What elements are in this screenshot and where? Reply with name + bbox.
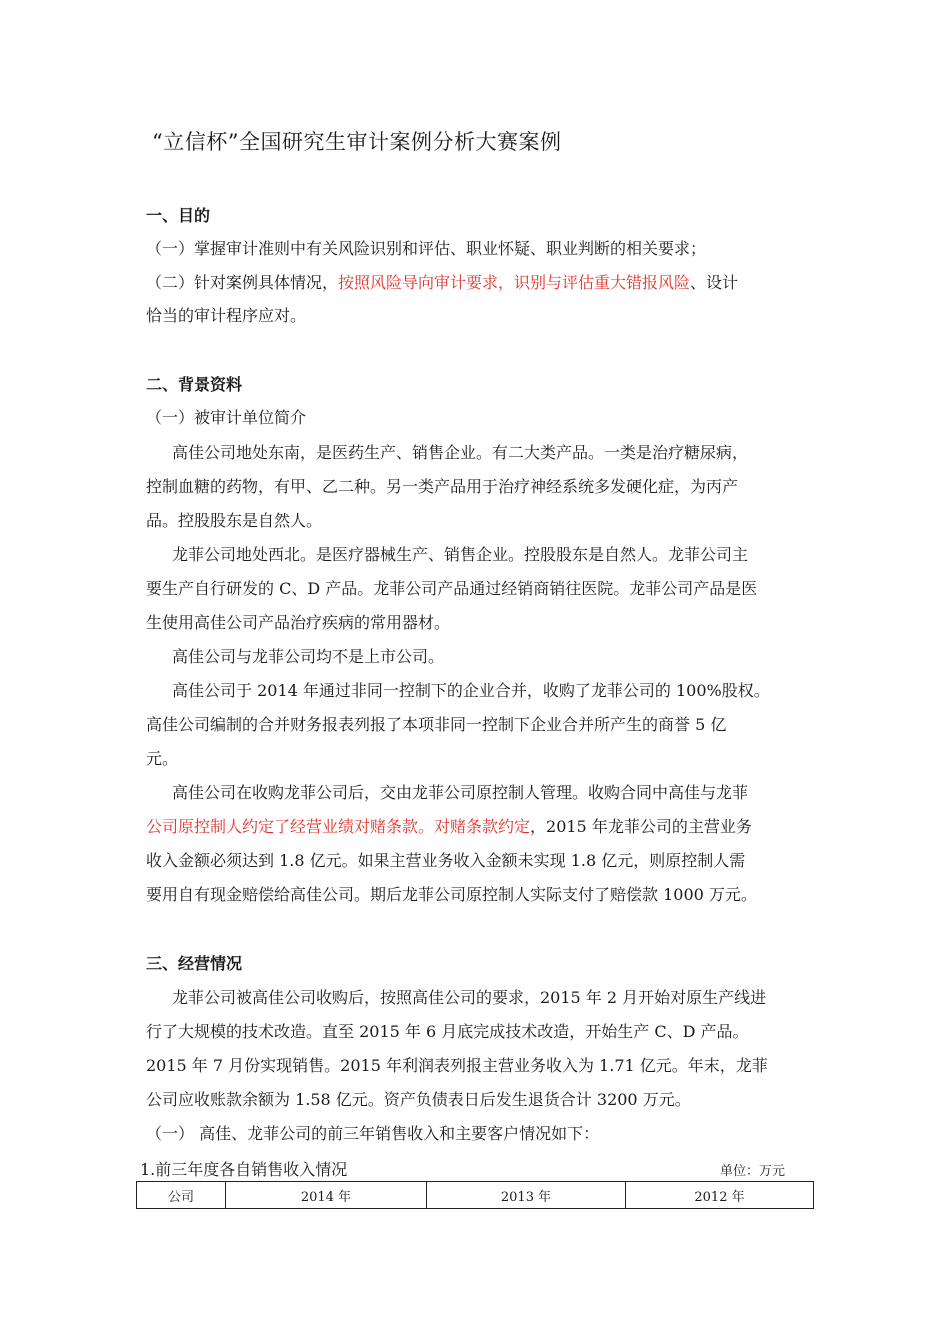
paragraph-line: 行了大规模的技术改造。直至 2015 年 6 月底完成技术改造，开始生产 C、D 产品。	[146, 1022, 749, 1041]
paragraph-line: 要生产自行研发的 C、D 产品。龙菲公司产品通过经销商销往医院。龙菲公司产品是医	[146, 579, 758, 598]
paragraph-line: 高佳公司在收购龙菲公司后，交由龙菲公司原控制人管理。收购合同中高佳与龙菲	[172, 783, 749, 802]
section-heading-operations: 三、经营情况	[146, 954, 243, 973]
sales-table	[136, 1181, 814, 1209]
text-run: （二）针对案例具体情况，	[146, 273, 339, 292]
paragraph-line: 生使用高佳公司产品治疗疾病的常用器材。	[146, 613, 451, 632]
highlighted-text: 公司原控制人约定了经营业绩对赌条款。对赌条款约定	[146, 817, 531, 836]
paragraph-line: 高佳公司地处东南，是医药生产、销售企业。有二大类产品。一类是治疗糖尿病，	[172, 443, 749, 462]
subheading: （一）被审计单位简介	[146, 408, 307, 427]
paragraph-line: 要用自有现金赔偿给高佳公司。期后龙菲公司原控制人实际支付了赔偿款 1000 万元。	[146, 885, 757, 904]
table-header-row	[137, 1182, 814, 1209]
section-heading-purpose: 一、目的	[146, 206, 211, 225]
paragraph-line	[146, 814, 752, 837]
paragraph-line: 2015 年 7 月份实现销售。2015 年利润表列报主营业务收入为 1.71 亿元。年末，龙菲	[146, 1056, 768, 1075]
paragraph-line: 高佳公司与龙菲公司均不是上市公司。	[172, 647, 445, 666]
paragraph-line: 高佳公司编制的合并财务报表列报了本项非同一控制下企业合并所产生的商誉 5 亿	[146, 715, 727, 734]
paragraph-line: 龙菲公司地处西北。是医疗器械生产、销售企业。控股股东是自然人。龙菲公司主	[172, 545, 749, 564]
paragraph-line: 龙菲公司被高佳公司收购后，按照高佳公司的要求，2015 年 2 月开始对原生产线进	[172, 988, 767, 1007]
paragraph-line: 高佳公司于 2014 年通过非同一控制下的企业合并，收购了龙菲公司的 100%股权。	[172, 681, 770, 700]
page-title: “立信杯”全国研究生审计案例分析大赛案例	[152, 130, 562, 154]
paragraph-line: 收入金额必须达到 1.8 亿元。如果主营业务收入金额未实现 1.8 亿元，则原控制人需	[146, 851, 746, 870]
section-heading-background: 二、背景资料	[146, 375, 243, 394]
subheading: （一） 高佳、龙菲公司的前三年销售收入和主要客户情况如下：	[146, 1124, 600, 1143]
paragraph-line: 控制血糖的药物，有甲、乙二种。另一类产品用于治疗神经系统多发硬化症，为丙产	[146, 477, 739, 496]
text-run: 、设计	[690, 273, 739, 292]
table-header-cell: 2013 年	[427, 1182, 626, 1209]
paragraph-line: 元。	[146, 749, 179, 768]
paragraph-line: （一）掌握审计准则中有关风险识别和评估、职业怀疑、职业判断的相关要求；	[146, 239, 707, 258]
paragraph-line: 品。控股股东是自然人。	[146, 511, 323, 530]
text-run: ，2015 年龙菲公司的主营业务	[530, 817, 752, 836]
table-title: 1.前三年度各自销售收入情况	[140, 1160, 348, 1179]
unit-label: 单位：万元	[720, 1164, 786, 1179]
table-header-cell: 公司	[137, 1182, 226, 1209]
highlighted-text: 按照风险导向审计要求，识别与评估重大错报风险	[338, 273, 691, 292]
table-header-cell: 2012 年	[626, 1182, 814, 1209]
paragraph-line	[146, 270, 738, 293]
table-header-cell: 2014 年	[226, 1182, 427, 1209]
paragraph-line: 公司应收账款余额为 1.58 亿元。资产负债表日后发生退货合计 3200 万元。	[146, 1090, 691, 1109]
paragraph-line: 恰当的审计程序应对。	[146, 306, 307, 325]
